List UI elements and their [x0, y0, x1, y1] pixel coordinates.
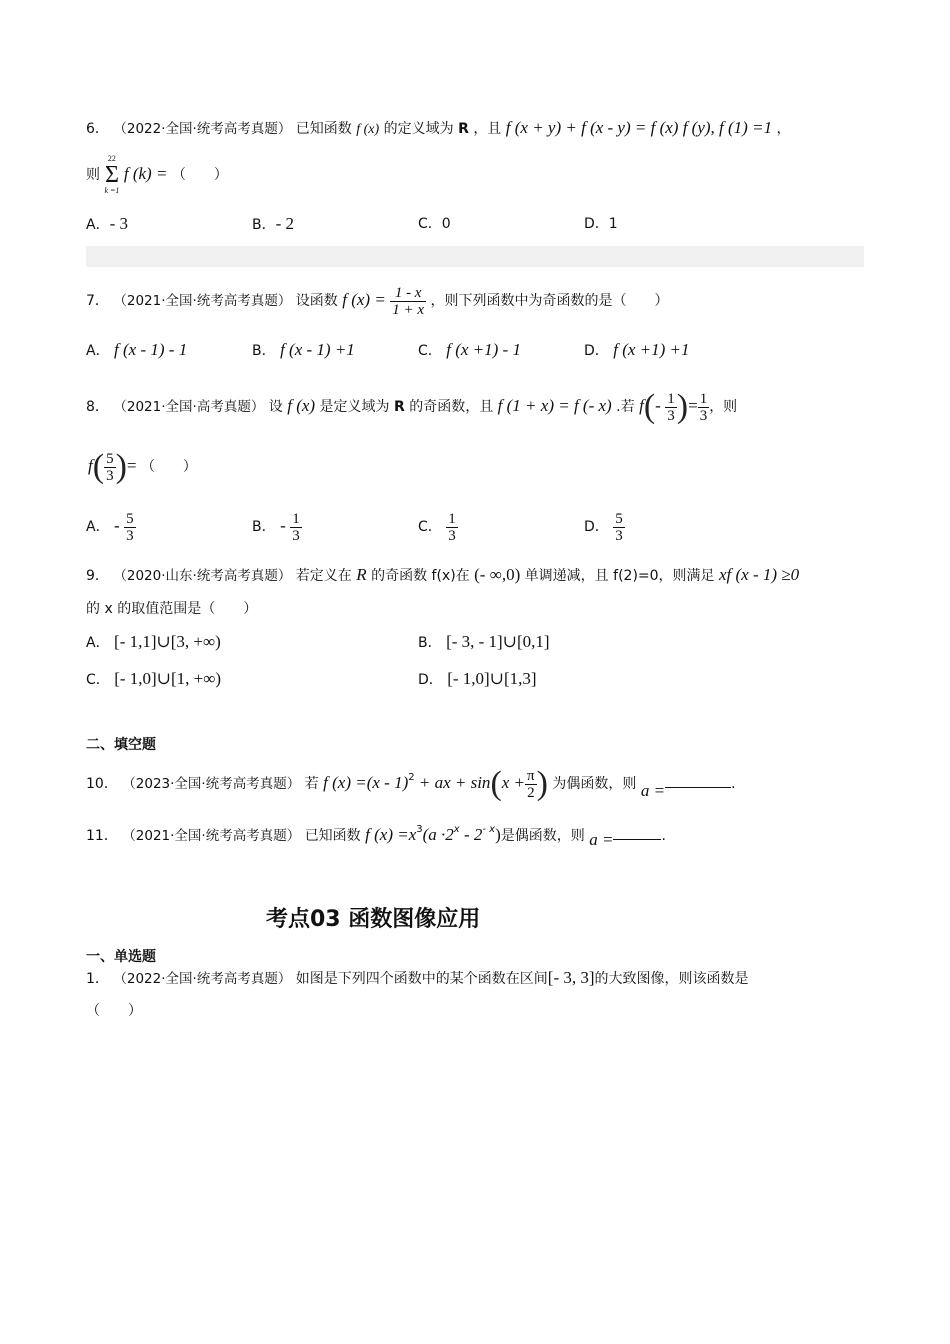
q9-f2: f(2)=0	[613, 568, 659, 584]
q8-text3: 的奇函数，且	[409, 399, 494, 415]
q8-text4: .若	[616, 399, 635, 415]
q1-number: 1．	[86, 971, 109, 987]
q8-option-a-den: 3	[126, 527, 134, 544]
q7-option-a[interactable]	[86, 340, 187, 361]
q8-text5: ，则	[709, 399, 738, 415]
q8-option-d-frac	[613, 511, 625, 544]
q8-paren: （ ）	[140, 459, 197, 475]
q7-number: 7．	[86, 293, 109, 309]
q10-number: 10．	[86, 776, 118, 792]
q7-fraction-num: 1 - x	[390, 285, 426, 302]
q8-option-a-sign: -	[114, 516, 120, 535]
q7-option-a-label: A．	[86, 343, 110, 359]
q8-option-a-frac	[124, 511, 136, 544]
q8-number: 8．	[86, 399, 109, 415]
q7-option-c-label: C．	[418, 343, 442, 359]
q6-option-c[interactable]	[418, 214, 451, 234]
q8-eq2: =	[126, 456, 137, 475]
q8-option-d-den: 3	[615, 527, 623, 544]
section-single-choice: 一、单选题	[86, 949, 156, 965]
q6-number: 6．	[86, 121, 109, 137]
q7-option-b[interactable]	[252, 340, 355, 361]
q6-option-d-label: D．	[584, 216, 609, 232]
q9-interval: (- ∞,0)	[474, 565, 521, 584]
q9-text5: ，则满足	[658, 568, 715, 584]
q11-line	[86, 816, 666, 854]
q6-sum-top: 22	[107, 154, 116, 163]
q7-line1	[86, 280, 668, 321]
q6-option-b[interactable]	[252, 214, 294, 235]
q7-text2: ，则下列函数中为奇函数的是（ ）	[430, 293, 669, 309]
q8-option-d-label: D．	[584, 519, 609, 535]
q6-option-d[interactable]	[584, 214, 618, 234]
q7-option-d[interactable]	[584, 340, 690, 361]
q8-option-b-num: 1	[292, 510, 300, 527]
q8-option-c-num: 1	[448, 510, 456, 527]
q1-line2	[86, 1001, 142, 1021]
q9-text3: 在	[455, 568, 470, 584]
q9-option-d-label: D．	[418, 672, 443, 688]
q11-source: （2021·全国·统考高考真题）	[122, 828, 301, 844]
q9-x: x	[104, 601, 113, 617]
q8-f53-rparen: )	[115, 448, 127, 485]
q11-text1: 已知函数	[304, 828, 361, 844]
q9-option-a-value: [- 1,1]∪[3, +∞)	[114, 632, 221, 651]
q7-text1: 设函数	[295, 293, 338, 309]
q9-line2b: 的取值范围是（ ）	[117, 601, 258, 617]
q6-then: 则	[86, 167, 100, 183]
q6-option-c-label: C．	[418, 216, 442, 232]
q10-period: .	[731, 776, 736, 792]
q1-text1: 如图是下列四个函数中的某个函数在区间	[295, 971, 548, 987]
section-fill-in: 二、填空题	[86, 737, 156, 753]
q7-option-b-value: f (x - 1) +1	[280, 340, 355, 359]
q9-fx: f(x)	[431, 568, 456, 584]
q7-option-b-label: B．	[252, 343, 276, 359]
q8-text2: 是定义域为	[319, 399, 390, 415]
q9-text4: 单调递减，且	[524, 568, 609, 584]
q11-exp2: x	[453, 824, 460, 835]
q10-a-eq: a =	[640, 781, 666, 800]
q6-option-b-label: B．	[252, 217, 276, 233]
q1-text2: 的大致图像，则该函数是	[594, 971, 749, 987]
q6-fx: f (x)	[356, 122, 380, 137]
q8-option-b[interactable]	[252, 504, 302, 549]
q8-rparen: )	[676, 388, 689, 425]
q10-source: （2023·全国·统考高考真题）	[122, 776, 301, 792]
q7-fraction-den: 1 + x	[392, 301, 425, 318]
q10-lparen: (	[490, 765, 502, 802]
q8-option-b-den: 3	[292, 527, 300, 544]
q10-line	[86, 756, 736, 813]
q6-paren: （ ）	[171, 167, 228, 183]
topic-title: 考点03 函数图像应用	[266, 907, 481, 932]
q8-text1: 设	[268, 399, 283, 415]
q6-sum-bottom: k =1	[104, 186, 120, 195]
q8-line1	[86, 384, 737, 429]
q9-line2a: 的	[86, 601, 100, 617]
q9-text2: 的奇函数	[371, 568, 428, 584]
q6-option-a-value: - 3	[109, 214, 128, 233]
q8-source: （2021·全国·高考真题）	[113, 399, 265, 415]
q8-option-a-label: A．	[86, 519, 110, 535]
q6-line1	[86, 118, 791, 140]
q8-frac2	[698, 391, 710, 424]
q8-R: R	[393, 399, 405, 415]
q11-expr3: - 2	[459, 825, 483, 844]
q8-f53-num: 5	[106, 450, 114, 467]
q11-answer-blank[interactable]	[613, 839, 661, 840]
q6-sum	[104, 154, 119, 196]
q11-expr4: )	[495, 825, 501, 844]
q7-option-a-value: f (x - 1) - 1	[114, 340, 188, 359]
q8-option-c-label: C．	[418, 519, 442, 535]
q8-lparen: (	[643, 388, 656, 425]
q6-option-a-label: A．	[86, 217, 110, 233]
q8-option-c[interactable]	[418, 504, 458, 549]
q10-expr1: f (x) =(x - 1)	[323, 773, 409, 792]
q7-option-d-label: D．	[584, 343, 609, 359]
q10-pi-frac	[525, 768, 537, 801]
q8-option-d-num: 5	[615, 510, 623, 527]
q8-line2	[88, 444, 197, 489]
q11-period: .	[661, 828, 666, 844]
q1-interval: [- 3, 3]	[547, 968, 595, 987]
q8-condition: f (1 + x) = f (- x)	[497, 396, 612, 415]
q8-frac1-den: 3	[667, 407, 675, 424]
q8-frac1-num: 1	[667, 390, 675, 407]
q9-option-c-label: C．	[86, 672, 110, 688]
q8-option-a-num: 5	[126, 510, 134, 527]
q6-line2	[86, 152, 228, 197]
q9-source: （2020·山东·统考高考真题）	[113, 568, 292, 584]
q9-inequality: xf (x - 1) ≥0	[719, 565, 800, 584]
q9-option-c-value: [- 1,0]∪[1, +∞)	[114, 669, 221, 688]
q1-line1	[86, 968, 749, 989]
q6-source: （2022·全国·统考高考真题）	[113, 121, 292, 137]
q6-option-c-value: 0	[441, 216, 451, 232]
q8-option-c-den: 3	[448, 527, 456, 544]
q11-expr2: (a ·2	[422, 825, 454, 844]
q8-f: f	[639, 396, 644, 415]
q8-f53-lparen: (	[92, 448, 105, 485]
q9-option-d-value: [- 1,0]∪[1,3]	[447, 669, 537, 688]
q8-option-b-frac	[290, 511, 302, 544]
q8-frac1	[665, 391, 677, 424]
q11-text2: 是偶函数，则	[500, 828, 585, 844]
q7-option-c[interactable]	[418, 340, 521, 361]
q9-option-c[interactable]	[86, 669, 221, 690]
q10-pi-den: 2	[527, 784, 535, 801]
q8-f53-frac	[104, 451, 116, 484]
section-divider	[86, 246, 864, 267]
q11-a-eq: a =	[589, 830, 614, 849]
q9-text1: 若定义在	[295, 568, 352, 584]
q1-paren: （ ）	[86, 1003, 142, 1019]
q6-option-b-value: - 2	[275, 214, 295, 233]
q8-option-c-frac	[446, 511, 458, 544]
q10-answer-blank[interactable]	[665, 787, 731, 788]
q9-line1	[86, 565, 799, 586]
q9-option-b-value: [- 3, - 1]∪[0,1]	[446, 632, 550, 651]
q6-sum-expr: f (k) =	[123, 164, 168, 183]
q10-exp: 2	[408, 772, 415, 783]
q8-option-b-label: B．	[252, 519, 276, 535]
q7-fx: f (x) =	[342, 290, 386, 309]
q10-expr2: + ax + sin	[414, 773, 491, 792]
q9-line2	[86, 599, 257, 619]
q10-text2: 为偶函数，则	[552, 776, 637, 792]
q9-option-b[interactable]	[418, 632, 550, 653]
q8-fx: f (x)	[287, 396, 316, 415]
q7-source: （2021·全国·统考高考真题）	[113, 293, 292, 309]
q7-fraction	[390, 285, 426, 318]
q10-rparen: )	[536, 765, 548, 802]
q6-text2: 的定义域为	[383, 121, 454, 137]
q8-eq: =	[688, 396, 698, 415]
q8-frac2-den: 3	[699, 407, 708, 424]
q9-R: R	[356, 565, 367, 584]
q9-option-d[interactable]	[418, 669, 537, 690]
q6-option-d-value: 1	[608, 216, 618, 232]
q11-exp3: - x	[482, 824, 496, 835]
q11-exp1: 3	[416, 824, 423, 835]
q7-option-d-value: f (x +1) +1	[613, 340, 690, 359]
q9-option-a-label: A．	[86, 635, 110, 651]
q11-expr1: f (x) =x	[365, 825, 417, 844]
q11-number: 11．	[86, 828, 118, 844]
q6-sum-sigma: Σ	[104, 162, 119, 188]
q8-frac2-num: 1	[699, 390, 708, 407]
q6-option-a[interactable]	[86, 214, 128, 235]
q6-text3: ，且	[473, 121, 502, 137]
q6-text1: 已知函数	[295, 121, 352, 137]
q7-option-c-value: f (x +1) - 1	[446, 340, 521, 359]
q6-comma: ，	[776, 121, 791, 137]
q8-option-d[interactable]	[584, 504, 625, 549]
q6-R: R	[458, 121, 469, 137]
q8-neg: -	[655, 396, 661, 415]
q9-number: 9．	[86, 568, 109, 584]
q8-f53-f: f	[88, 456, 93, 475]
q8-option-b-sign: -	[280, 516, 286, 535]
q9-option-a[interactable]	[86, 632, 221, 653]
q10-inner: x +	[501, 773, 526, 792]
q8-option-a[interactable]	[86, 504, 136, 549]
q6-condition: f (x + y) + f (x - y) = f (x) f (y), f (1) =1	[505, 118, 773, 137]
q10-text1: 若	[304, 776, 319, 792]
q8-f53-den: 3	[106, 467, 114, 484]
q9-option-b-label: B．	[418, 635, 442, 651]
q1-source: （2022·全国·统考高考真题）	[113, 971, 292, 987]
q10-pi-num: π	[527, 767, 535, 784]
